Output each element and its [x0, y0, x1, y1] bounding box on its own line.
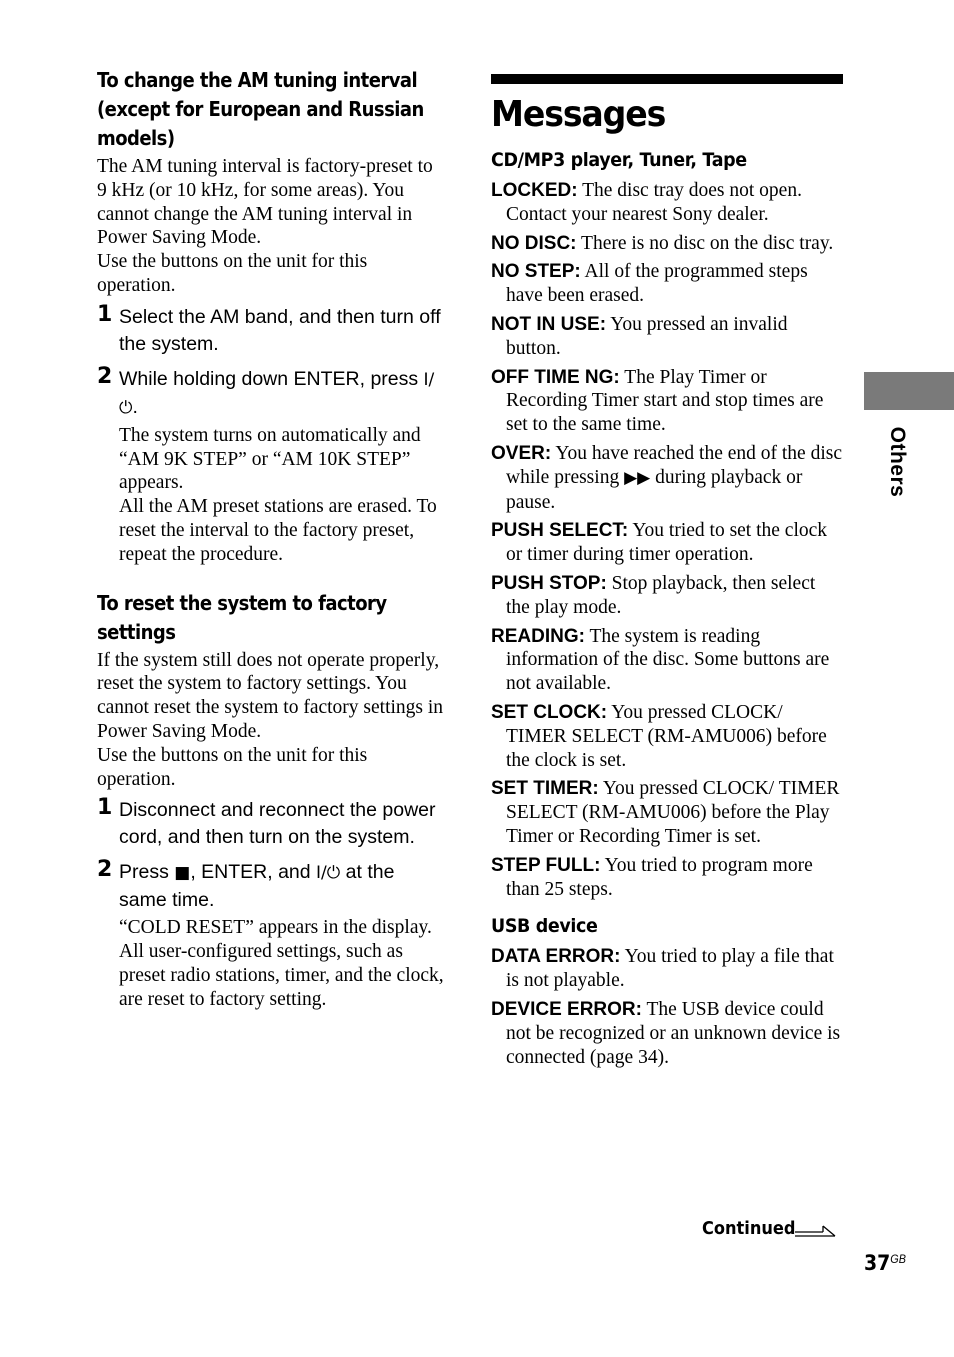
message-item: READING: The system is reading information of the disc. Some buttons are not available. [491, 625, 830, 695]
group-heading: USB device [491, 915, 598, 938]
message-item: SET CLOCK: You pressed CLOCK/ TIMER SELECT (RM-AMU006) before the clock is set. [491, 701, 827, 771]
message-list [491, 945, 843, 1069]
message-list [491, 179, 843, 901]
continued-arrow-icon [795, 1222, 837, 1238]
step-1 [97, 301, 447, 358]
step-1 [97, 797, 447, 851]
message-item: LOCKED: The disc tray does not open. Contact your nearest Sony dealer. [491, 180, 802, 225]
section-heading-am-interval: To change the AM tuning interval (except for European and Russian models) [97, 68, 424, 150]
paragraph: The AM tuning interval is factory-preset to 9 kHz (or 10 kHz, for some areas). You cannot change the AM tuning interval in Power Saving Mode. [97, 156, 433, 249]
paragraph: Use the buttons on the unit for this operation. [97, 744, 368, 790]
step-note: “COLD RESET” appears in the display. [119, 917, 432, 939]
step-note: The system turns on automatically and “AM 9K STEP” or “AM 10K STEP” appears. [119, 424, 421, 494]
step-text: Disconnect and reconnect the power cord, and then turn on the system. [119, 799, 436, 849]
step-note: All user-configured settings, such as preset radio stations, timer, and the clock, are reset to factory setting. [119, 941, 444, 1010]
step-number: 2 [97, 857, 113, 883]
section-tab-marker [864, 372, 954, 410]
paragraph: If the system still does not operate properly, reset the system to factory settings. You cannot reset the system to factory settings in Power Saving Mode. [97, 649, 444, 742]
left-column [97, 66, 447, 1012]
page-title: Messages [491, 94, 666, 135]
message-item: DEVICE ERROR: The USB device could not be recognized or an unknown device is connected (page 34). [491, 998, 841, 1068]
page-suffix: GB [890, 1252, 906, 1266]
step-number: 2 [97, 363, 113, 389]
step-text: While holding down ENTER, press I/⏻. [119, 367, 435, 418]
message-item: PUSH SELECT: You tried to set the clock or timer during timer operation. [491, 520, 828, 566]
page-number: $37^{GB}$ [864, 1251, 906, 1275]
title-rule [491, 74, 843, 84]
step-number: 1 [97, 795, 113, 821]
paragraph: Use the buttons on the unit for this operation. [97, 251, 368, 296]
continued-label: Continued [702, 1218, 796, 1239]
message-item: NO DISC: There is no disc on the disc tray. [491, 232, 834, 254]
message-item: OVER: You have reached the end of the disc while pressing ▶▶ during playback or pause. [491, 442, 842, 513]
message-item: NO STEP: All of the programmed steps have been erased. [491, 261, 808, 307]
power-icon: I/⏻ [316, 863, 341, 884]
group-heading: CD/MP3 player, Tuner, Tape [491, 149, 747, 171]
message-item: NOT IN USE: You pressed an invalid button. [491, 313, 788, 359]
step-number: 1 [97, 301, 113, 327]
step-text: Press ■, ENTER, and I/⏻ at the same time. [119, 861, 395, 912]
power-icon: I/⏻ [119, 369, 435, 418]
stop-icon: ■ [174, 863, 191, 884]
message-item: DATA ERROR: You tried to play a file that is not playable. [491, 946, 834, 992]
fast-forward-icon: ▶▶ [624, 467, 651, 488]
message-item: PUSH STOP: Stop playback, then select the play mode. [491, 572, 816, 618]
message-item: STEP FULL: You tried to program more than 25 steps. [491, 854, 813, 900]
section-tab-label: Others [886, 426, 909, 498]
message-item: OFF TIME NG: The Play Timer or Recording Timer start and stop times are set to the same time. [491, 366, 824, 436]
step-2 [97, 363, 447, 567]
step-note: All the AM preset stations are erased. To reset the interval to the factory preset, repeat the procedure. [119, 496, 437, 565]
section-heading-factory-reset: To reset the system to factory settings [97, 590, 387, 644]
step-2 [97, 859, 447, 1011]
step-text: Select the AM band, and then turn off the system. [119, 305, 441, 355]
right-column [491, 74, 843, 1074]
message-item: SET TIMER: You pressed CLOCK/ TIMER SELECT (RM-AMU006) before the Play Timer or Recording Timer is set. [491, 778, 840, 847]
